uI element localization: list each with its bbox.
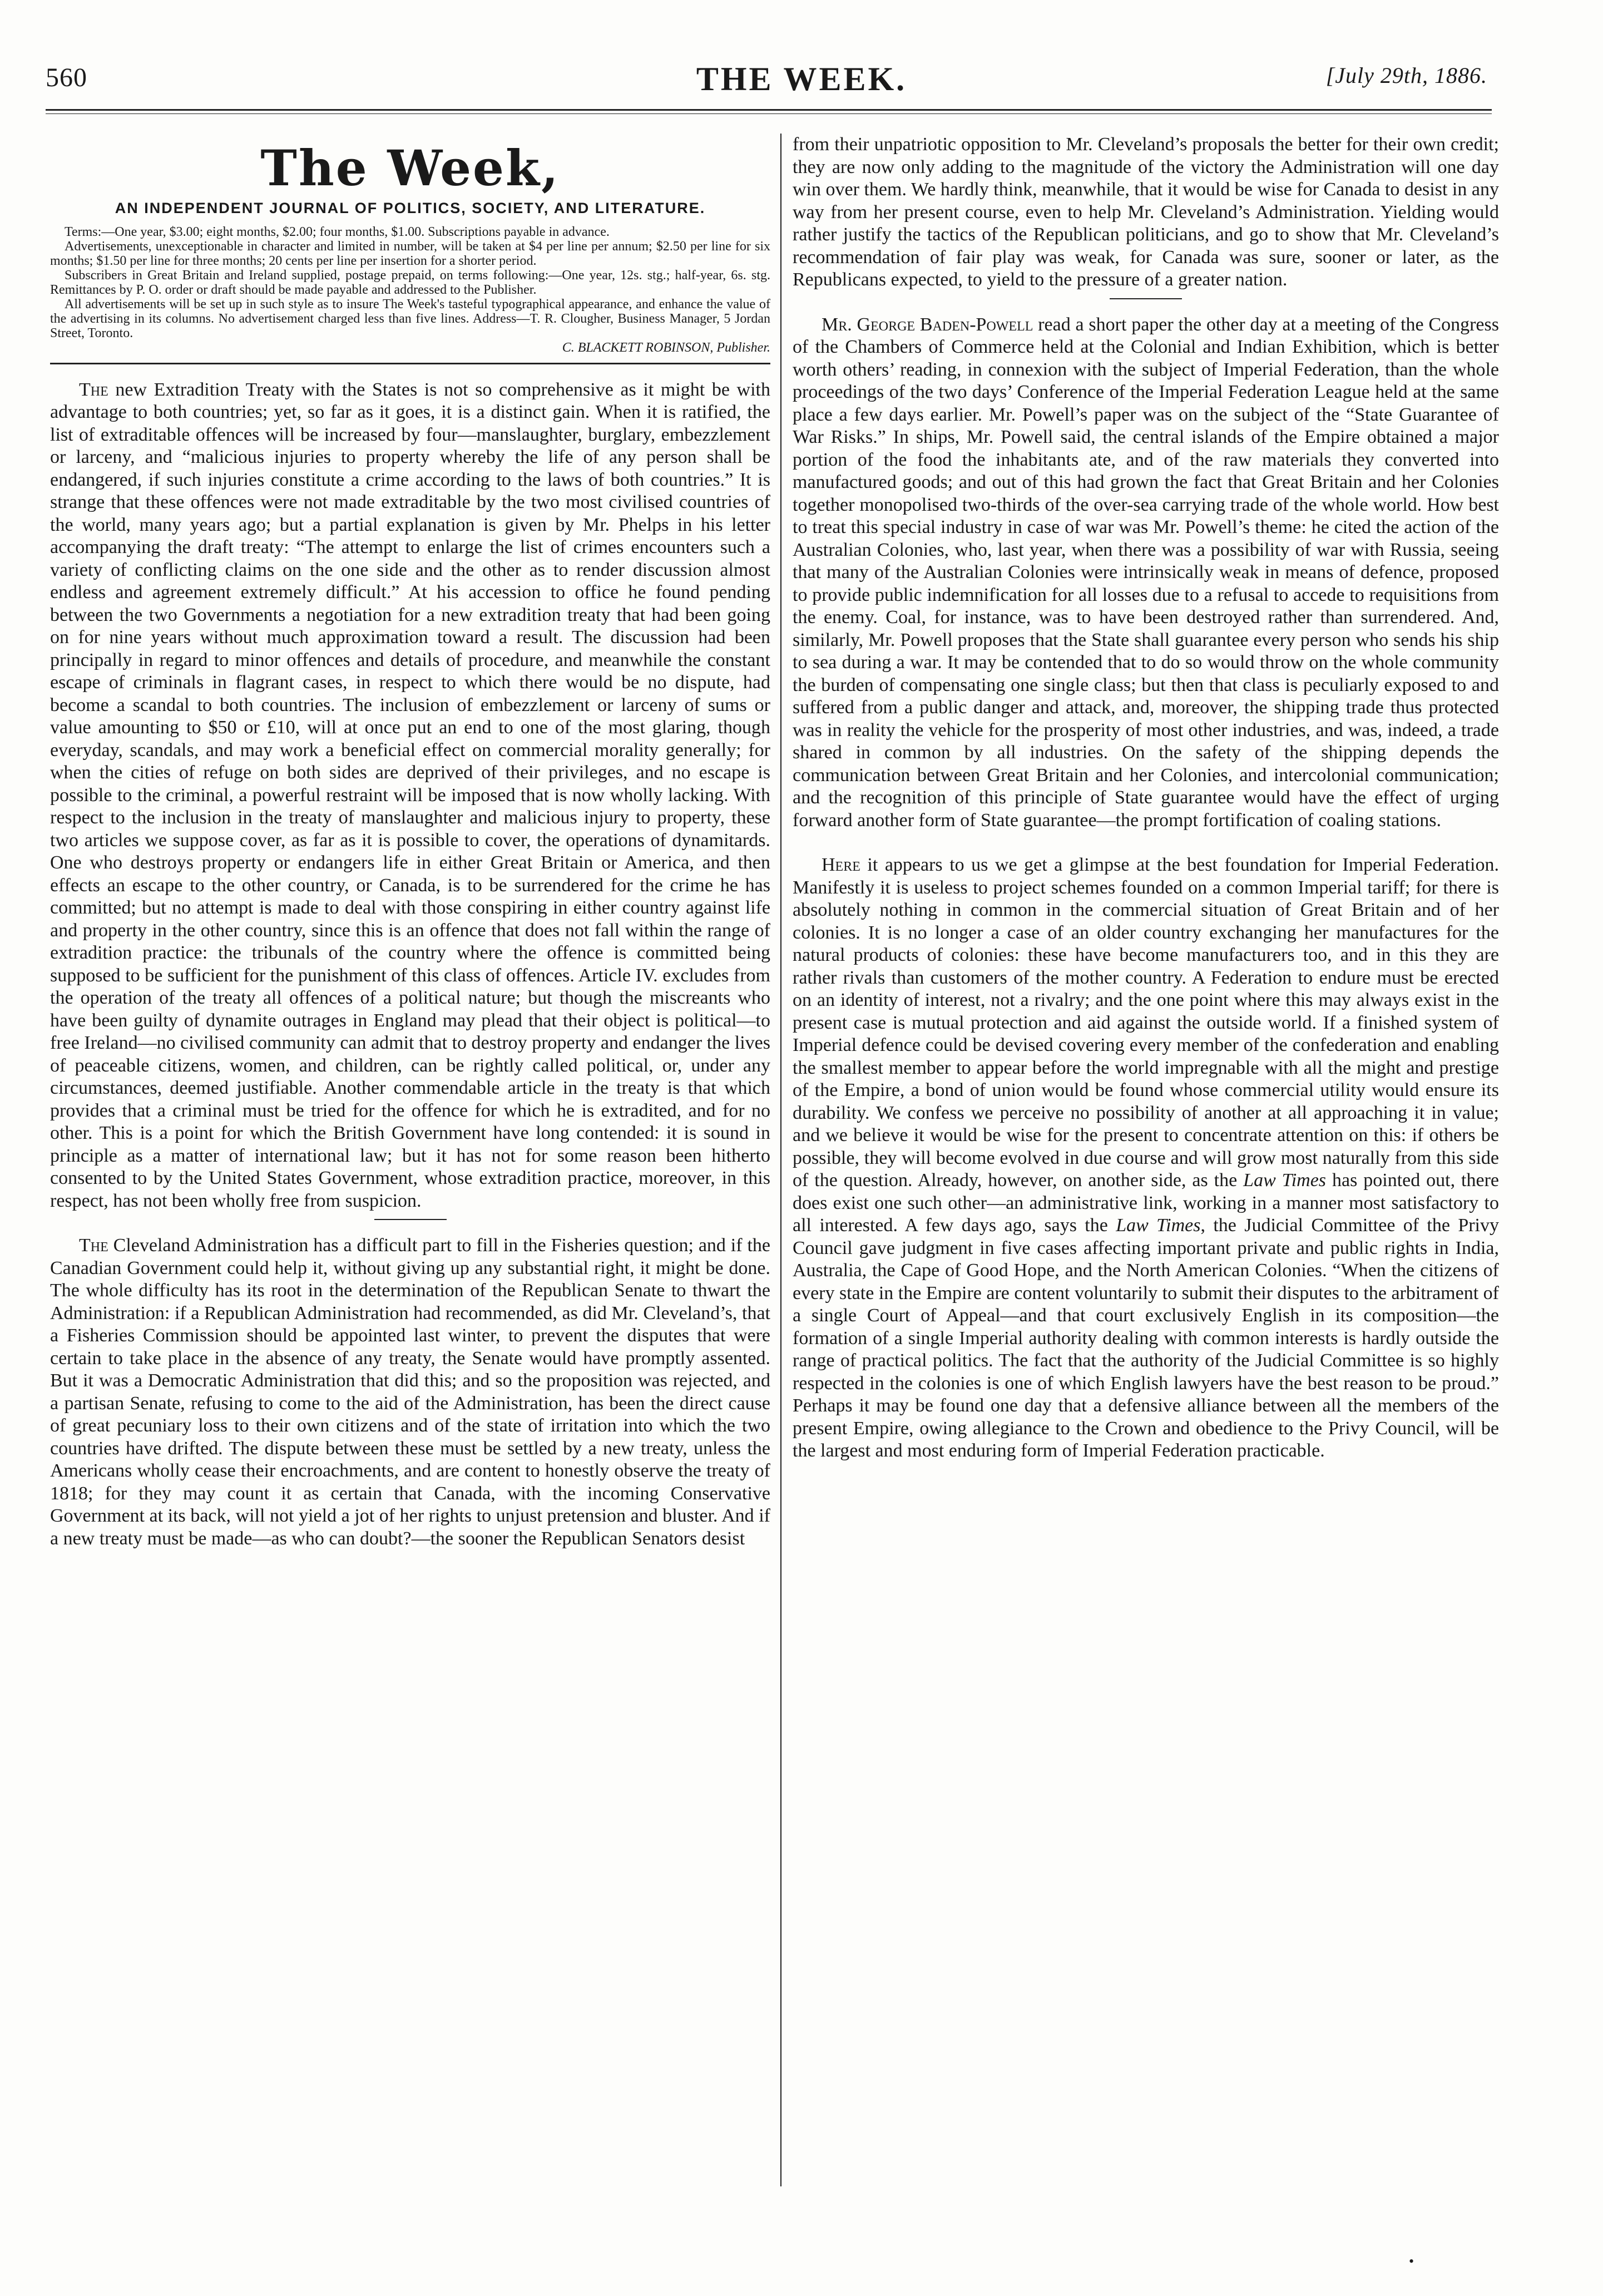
- issue-date: [July 29th, 1886.: [1325, 63, 1487, 88]
- terms-subscription: Terms:—One year, $3.00; eight months, $2.00; four months, $1.00. Subscriptions payable in advance.: [65, 224, 610, 239]
- section-rule: [1110, 298, 1182, 299]
- header-rule-top: [46, 109, 1492, 111]
- running-title: THE WEEK.: [696, 61, 907, 97]
- masthead-name: The Week,: [260, 139, 560, 197]
- article-lead: Mr. George Baden-Powell: [822, 314, 1033, 335]
- article-body: Cleveland Administration has a difficult part to fill in the Fisheries question; and if the Canadian Government could help it, without giving up any substantial right, it might be done. The whole difficulty has its root in the determination of the Republican Senate to thwart the Administration: if a Republican Administration had recommended, as did Mr. Cleveland’s, that a Fisheries Commission should be appointed last winter, to prevent the disputes that were certain to take place in the absence of any treaty, the Senate would have promptly assented. But it was a Democratic Administration that did this; and so the proposition was rejected, and a partisan Senate, refusing to come to the aid of the Administration, has been the direct cause of great pecuniary loss to their own citizens and of the state of irritation into which the two countries have drifted. The dispute between these must be settled by a new treaty, unless the Americans wholly cease their encroachments, and are content to honestly observe the treaty of 1818; for they may count it as certain that Canada, with the incoming Conservative Government at its back, will not yield a jot of her rights to unjust pretension and bluster. And if a new treaty must be made—as who can doubt?—the sooner the Republican Senators desist: [50, 1235, 770, 1549]
- footer-ornament: •: [1409, 2253, 1414, 2269]
- terms-great-britain: Subscribers in Great Britain and Ireland supplied, postage prepaid, on terms following:—One year, 12s. stg.; half-year, 6s. stg. Remittances by P. O. order or draft should be made payable and addressed to the Publisher.: [50, 268, 770, 297]
- terms-rule: [50, 363, 770, 364]
- article-imperial-federation: [793, 854, 1499, 1463]
- article-body: it appears to us we get a glimpse at the best foundation for Imperial Federation. Manifestly it is useless to project schemes founded on a common Imperial tariff; for there is absolutely nothing in common in the commercial situation of Great Britain and of her colonies. It is no longer a case of an older country exchanging her manufactures for the natural products of colonies: these have become manufacturers too, and in this they are rather rivals than customers of the mother country. A Federation to endure must be erected on an identity of interest, not a rivalry; and the one point where this may always exist in the present case is mutual protection and aid against the outside world. If a finished system of Imperial defence could be devised covering every member of the confederation and enabling the smallest member to appear before the world impregnable with all the might and prestige of the Empire, a bond of union would be found whose commercial utility would ensure its durability. We confess we perceive no possibility of another at all approaching it in value; and we believe it would be wise for the present to concentrate attention on this: if others be possible, they will become evolved in due course and will grow most naturally from this side of the question. Already, however, on another side, as the: [793, 855, 1499, 1191]
- article-fisheries-continued: from their unpatriotic opposition to Mr. Cleveland’s proposals the better for their own credit; they are now only adding to the magnitude of the victory the Administration will one day win over them. We hardly think, meanwhile, that it would be wise for Canada to desist in any way from her present course, even to help Mr. Cleveland’s Administration. Yielding would rather justify the tactics of the Republican politicians, and go to show that Mr. Cleveland’s recommendation of fair play was weak, for Canada was sure, sooner or later, as the Republicans expected, to yield to the pressure of a greater nation.: [793, 134, 1499, 290]
- column-divider: [780, 134, 781, 2186]
- law-times-ref: Law Times: [1243, 1170, 1327, 1191]
- publisher-line: [50, 340, 770, 355]
- page-number: 560: [46, 63, 87, 92]
- header-rule-bottom: [46, 113, 1492, 114]
- article-body: , the Judicial Committee of the Privy Council gave judgment in five cases affecting important private and public rights in India, Australia, the Cape of Good Hope, and the North American Colonies. “When the citizens of every state in the Empire are content voluntarily to submit their disputes to the arbitrament of a single Court of Appeal—and that court exclusively English in its composition—the formation of a single Imperial authority dealing with common interests is hardly outside the range of practical politics. The fact that the authority of the Judicial Committee is so highly respected in the colonies is one of which English lawyers have the best reason to be proud.” Perhaps it may be found one day that a defensive alliance between all the members of the present Empire, owing allegiance to the Crown and obedience to the Privy Council, will be the largest and most enduring form of Imperial Federation practicable.: [793, 1215, 1499, 1461]
- left-column: [50, 134, 770, 1550]
- article-extradition: [50, 379, 770, 1213]
- terms-advertising-style: All advertisements will be set up in such style as to insure The Week's tasteful typographical appearance, and enhance the value of the advertising in its columns. No advertisement charged less than five lines. Address—T. R. Clougher, Business Manager, 5 Jordan Street, Toronto.: [50, 297, 770, 340]
- terms-advertisements: Advertisements, unexceptionable in character and limited in number, will be taken at $4 per line per annum; $2.50 per line for six months; $1.50 per line for three months; 20 cents per line per insertion for a shorter period.: [50, 239, 770, 268]
- article-baden-powell: [793, 314, 1499, 832]
- article-body: has pointed out, there does exist one such other—an administrative link, working in a manner most satisfactory to all interested. A few days ago, says the: [793, 1170, 1499, 1236]
- publisher-name: C. BLACKETT ROBINSON, Publisher.: [562, 340, 770, 355]
- article-body: new Extradition Treaty with the States is not so comprehensive as it might be with advantage to both countries; yet, so far as it goes, it is a distinct gain. When it is ratified, the list of extraditable offences will be increased by four—manslaughter, burglary, embezzlement or larceny, and “malicious injuries to property whereby the life of any person shall be endangered, if such injuries constitute a crime according to the laws of both countries.” It is strange that these offences were not made extraditable by the two most civilised countries of the world, many years ago; but a partial explanation is given by Mr. Phelps in his letter accompanying the draft treaty: “The attempt to enlarge the list of crimes encounters such a variety of conflicting claims on the one side and the other as to render discussion almost endless and agreement extremely difficult.” At his accession to office he found pending between the two Governments a negotiation for a new extradition treaty that had been going on for nine years without much approximation toward a result. The discussion had been principally in regard to minor offences and details of procedure, and meanwhile the constant escape of criminals in flagrant cases, in respect to which there would be no dispute, had become a scandal to both countries. The inclusion of embezzlement or larceny of sums or value amounting to $50 or £10, will at once put an end to one of the most glaring, though everyday, scandals, and may work a beneficial effect on commercial morality generally; for when the cities of refuge on both sides are deprived of their privileges, and no escape is possible to the criminal, a powerful restraint will be imposed that is now wholly lacking. With respect to the inclusion in the treaty of manslaughter and malicious injury to property, these two articles we suppose cover, as far as it is possible to cover, the operations of dynamitards. One who destroys property or endangers life in either Great Britain or America, and then effects an escape to the other country, or Canada, is to be surrendered for the crime he has committed; but no attempt is made to deal with those conspiring in either country against life and property in the other country, since this is an offence that does not fall within the range of extradition practice: the tribunals of the country where the offence is committed being supposed to be sufficient for the punishment of this class of offences. Article IV. excludes from the operation of the treaty all offences of a political nature; but though the miscreants who have been guilty of dynamite outrages in England may plead that their object is political—to free Ireland—no civilised community can admit that to destroy property and endanger the lives of peaceable citizens, women, and children, can be rightly called political, or, under any circumstances, deemed justifiable. Another commendable article in the treaty is that which provides that a criminal must be tried for the offence for which he is extradited, and for no other. This is a point for which the British Government have long contended: it is sound in principle as a matter of international law; but it has not for some reason been hitherto consented to by the United States Government, whose extradition practice, moreover, in this respect, has not been wholly free from suspicion.: [50, 379, 770, 1211]
- article-fisheries: [50, 1235, 770, 1550]
- article-lead: The: [79, 1235, 108, 1256]
- section-rule: [374, 1219, 447, 1220]
- article-lead: Here: [822, 855, 860, 875]
- masthead-subtitle: AN INDEPENDENT JOURNAL OF POLITICS, SOCIETY, AND LITERATURE.: [115, 199, 706, 216]
- article-lead: The: [79, 379, 108, 400]
- right-column: [793, 134, 1499, 1463]
- article-body: read a short paper the other day at a meeting of the Congress of the Chambers of Commerce held at the Colonial and Indian Exhibition, which is better worth others’ reading, in connexion with the subject of Imperial Federation, than the whole proceedings of the two days’ Conference of the Imperial Federation League held at the same place a few days earlier. Mr. Powell’s paper was on the subject of the “State Guarantee of War Risks.” In ships, Mr. Powell said, the central islands of the Empire obtained a major portion of the food the inhabitants ate, and of the raw materials they converted into manufactured goods; and out of this had grown the fact that Great Britain and her Colonies together monopolised two-thirds of the over-sea carrying trade of the whole world. How best to treat this special industry in case of war was Mr. Powell’s theme: he cited the action of the Australian Colonies, who, last year, when there was a possibility of war with Russia, seeing that many of the Australian Colonies were intrinsically weak in means of defence, proposed to provide public indemnification for all losses due to a refusal to accede to requisitions from the enemy. Coal, for instance, was to have been destroyed rather than surrendered. And, similarly, Mr. Powell proposes that the State shall guarantee every person who sends his ship to sea during a war. It may be contended that to do so would throw on the whole community the burden of compensating one single class; but then that class is peculiarly exposed to and suffered from a public danger and attack, and, moreover, the shipping trade thus protected was in reality the vehicle for the prosperity of most other industries, and was, indeed, a trade shared in common by all industries. On the safety of the shipping depends the communication between Great Britain and her Colonies, and intercolonial communication; and the recognition of this principle of State guarantee would have the effect of urging forward another form of State guarantee—the prompt fortification of coaling stations.: [793, 314, 1499, 831]
- section-gap: [793, 832, 1499, 854]
- law-times-ref: Law Times: [1116, 1215, 1201, 1236]
